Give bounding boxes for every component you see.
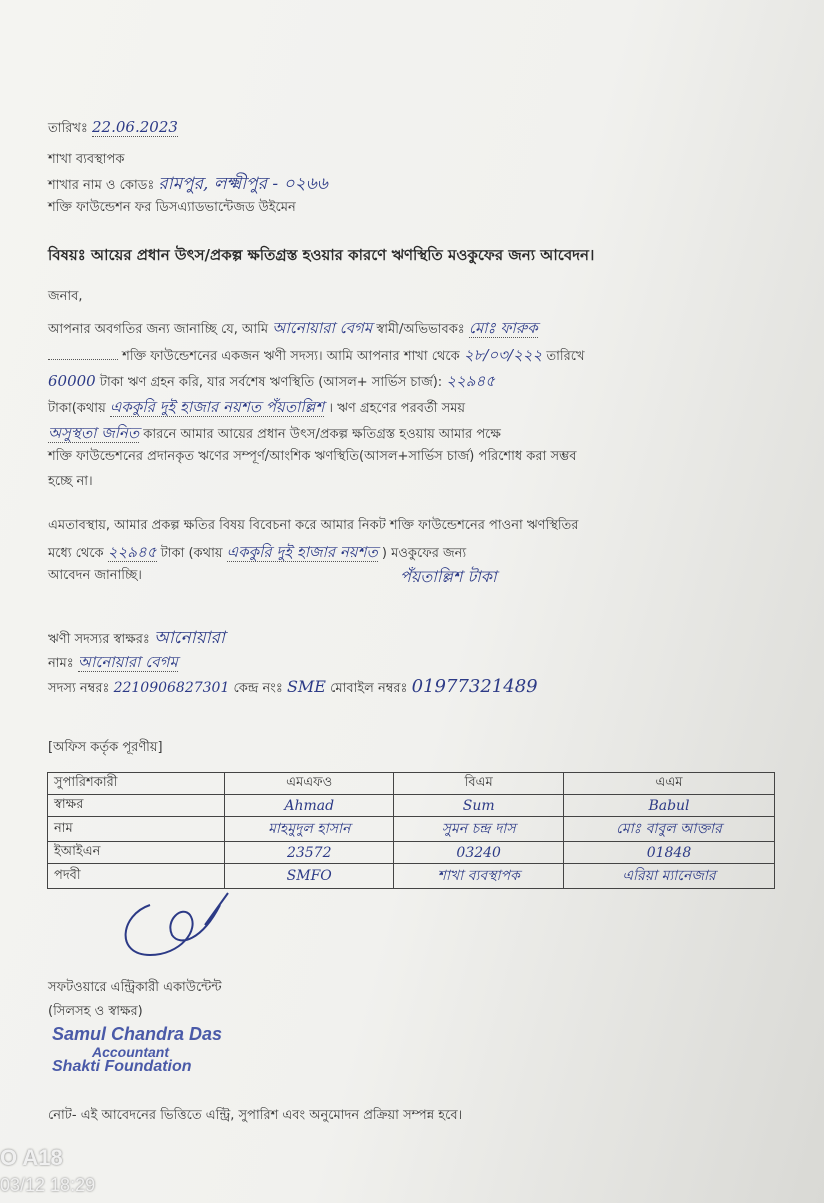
p1-text: কারনে আমার আয়ের প্রধান উৎস/প্রকল্প ক্ষতিগ্রস্ত হওয়ায় আমার পক্ষে bbox=[143, 427, 501, 442]
mobile-label: মোবাইল নম্বরঃ bbox=[330, 681, 408, 696]
table-cell: সুমন চন্দ্র দাস bbox=[394, 817, 564, 842]
table-row bbox=[48, 795, 775, 817]
table-cell: Babul bbox=[563, 795, 774, 817]
member-name: আনোয়ারা বেগম bbox=[77, 653, 178, 671]
blank-dots bbox=[48, 359, 118, 360]
p1-text: শক্তি ফাউন্ডেশনের একজন ঋণী সদস্য। আমি আপনার শাখা থেকে bbox=[122, 349, 460, 364]
loan-amount: 60000 bbox=[48, 372, 96, 390]
p1-text: টাকা(কথায় bbox=[48, 401, 106, 416]
date-row bbox=[48, 118, 178, 140]
table-cell: শাখা ব্যবস্থাপক bbox=[394, 864, 564, 889]
p1-line3 bbox=[48, 370, 495, 395]
footer-note: নোট- এই আবেদনের ভিত্তিতে এন্ট্রি, সুপারিশ এবং অনুমোদন প্রক্রিয়া সম্পন্ন হবে। bbox=[48, 1108, 463, 1123]
table-row bbox=[48, 817, 775, 842]
applicant-name: আনোয়ারা বেগম bbox=[272, 319, 373, 337]
photo-timestamp: 03/12 18:29 bbox=[0, 1175, 96, 1195]
stamp-title: Accountant bbox=[92, 1044, 169, 1060]
table-cell: মাহমুদুল হাসান bbox=[225, 817, 394, 842]
table-cell: SMFO bbox=[225, 864, 394, 889]
member-name-row bbox=[48, 651, 178, 676]
loan-date: ২৮/০৩/২২২ bbox=[463, 346, 543, 364]
p1-text: টাকা ঋণ গ্রহন করি, যার সর্বশেষ ঋণস্থিতি (আসল+ সার্ভিস চার্জ): bbox=[99, 375, 443, 390]
table-header-row bbox=[48, 773, 775, 795]
center-label: কেন্দ্র নংঃ bbox=[233, 681, 283, 696]
office-heading: [অফিস কর্তৃক পূরণীয়] bbox=[48, 740, 163, 755]
subject-line: বিষয়ঃ আয়ের প্রধান উৎস/প্রকল্প ক্ষতিগ্রস্ত হওয়ার কারণে ঋণস্থিতি মওকুফের জন্য আবেদন। bbox=[48, 246, 595, 264]
p2-text: মধ্যে থেকে bbox=[48, 546, 104, 561]
amount-in-words: এককুরি দুই হাজার নয়শত পঁয়তাল্লিশ bbox=[109, 398, 325, 416]
branch-value: রামপুর, লক্ষ্মীপুর - ০২৬৬ bbox=[158, 174, 328, 194]
p2-line1: এমতাবস্থায়, আমার প্রকল্প ক্ষতির বিষয় বিবেচনা করে আমার নিকট শক্তি ফাউন্ডেশনের পাওনা ঋণস্থিতির bbox=[48, 518, 579, 533]
member-number: 2210906827301 bbox=[113, 680, 230, 696]
date-label: তারিখঃ bbox=[48, 121, 88, 136]
accountant-signature-scribble bbox=[110, 885, 240, 965]
p1-line1 bbox=[48, 317, 538, 342]
guardian-value: মোঃ ফারুক bbox=[468, 319, 538, 337]
table-cell: Ahmad bbox=[225, 795, 394, 817]
camera-model: O A18 bbox=[0, 1145, 63, 1170]
row-label: স্বাক্ষর bbox=[48, 795, 225, 817]
branch-row bbox=[48, 171, 328, 199]
branch-label: শাখার নাম ও কোডঃ bbox=[48, 178, 155, 193]
member-id-row bbox=[48, 676, 538, 700]
table-cell: 01848 bbox=[563, 842, 774, 864]
date-value: 22.06.2023 bbox=[92, 118, 178, 136]
outstanding-amount: ২২৯৪৫ bbox=[446, 372, 496, 390]
accountant-instruction: (সিলসহ ও স্বাক্ষর) bbox=[48, 1004, 143, 1019]
waive-words: এককুরি দুই হাজার নয়শত bbox=[226, 543, 378, 561]
table-cell: 23572 bbox=[225, 842, 394, 864]
row-label: পদবী bbox=[48, 864, 225, 889]
table-cell: Sum bbox=[394, 795, 564, 817]
table-cell: মোঃ বাবুল আক্তার bbox=[563, 817, 774, 842]
table-header: এমএফও bbox=[225, 773, 394, 795]
table-cell: 03240 bbox=[394, 842, 564, 864]
stamp-org: Shakti Foundation bbox=[52, 1058, 192, 1075]
row-label: ইআইএন bbox=[48, 842, 225, 864]
accountant-title: সফটওয়ারে এন্ট্রিকারী একাউন্টেন্ট bbox=[48, 980, 222, 995]
p1-line5 bbox=[48, 422, 501, 447]
member-signature-row bbox=[48, 625, 225, 653]
member-signature: আনোয়ারা bbox=[153, 628, 225, 648]
addressee-title: শাখা ব্যবস্থাপক bbox=[48, 152, 125, 167]
p1-line4 bbox=[48, 396, 465, 421]
member-number-label: সদস্য নম্বরঃ bbox=[48, 681, 110, 696]
damage-reason: অসুস্থতা জনিত bbox=[48, 424, 140, 442]
salutation: জনাব, bbox=[48, 289, 83, 304]
table-cell: এরিয়া ম্যানেজার bbox=[563, 864, 774, 889]
stamp-name: Samul Chandra Das bbox=[52, 1024, 223, 1044]
name-label: নামঃ bbox=[48, 656, 74, 671]
p2-text: টাকা (কথায় bbox=[160, 546, 223, 561]
center-number: SME bbox=[286, 677, 326, 696]
p2-text: ) মওকুফের জন্য bbox=[381, 546, 467, 561]
signature-label: ঋণী সদস্যর স্বাক্ষরঃ bbox=[48, 632, 150, 647]
p1-line6: শক্তি ফাউন্ডেশনের প্রদানকৃত ঋণের সম্পূর্ণ/আংশিক ঋণস্থিতি(আসল+সার্ভিস চার্জ) পরিশোধ করা সম্ভব bbox=[48, 449, 577, 464]
table-row bbox=[48, 842, 775, 864]
p1-line2 bbox=[48, 344, 585, 369]
table-header: বিএম bbox=[394, 773, 564, 795]
row-label: নাম bbox=[48, 817, 225, 842]
waive-amount: ২২৯৪৫ bbox=[107, 543, 157, 561]
p1-text: আপনার অবগতির জন্য জানাচ্ছি যে, আমি bbox=[48, 322, 269, 337]
p2-line3: আবেদন জানাচ্ছি। bbox=[48, 568, 142, 583]
org-name: শক্তি ফাউন্ডেশন ফর ডিসএ্যাডভান্টেজড উইমেন bbox=[48, 200, 296, 215]
p1-text: তারিখে bbox=[546, 349, 585, 364]
waive-words-continued: পঁয়তাল্লিশ টাকা bbox=[400, 567, 497, 586]
p2-line2 bbox=[48, 541, 466, 566]
p1-text: । ঋণ গ্রহণের পরবর্তী সময় bbox=[328, 401, 466, 416]
p1-line7: হচ্ছে না। bbox=[48, 474, 93, 489]
table-header: এএম bbox=[563, 773, 774, 795]
recommendation-table bbox=[47, 772, 775, 889]
mobile-number: 01977321489 bbox=[411, 676, 538, 697]
table-header: সুপারিশকারী bbox=[48, 773, 225, 795]
guardian-label: স্বামী/অভিভাবকঃ bbox=[376, 322, 465, 337]
